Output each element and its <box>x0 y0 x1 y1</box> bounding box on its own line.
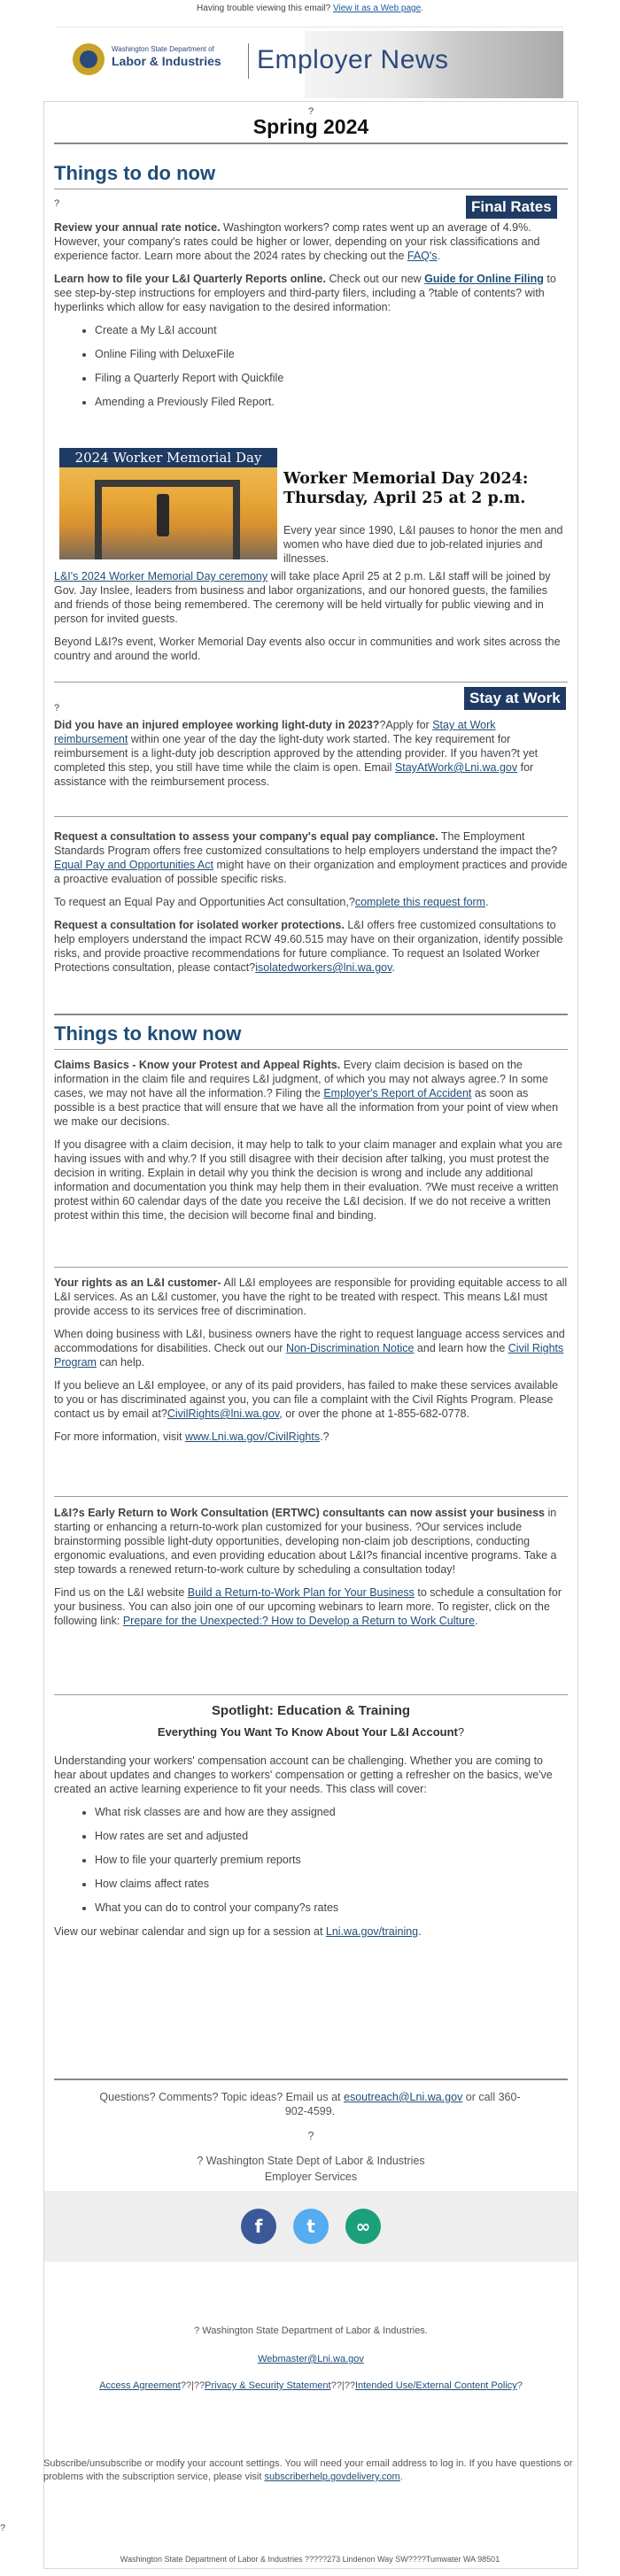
build-return-to-work-plan-link[interactable]: Build a Return-to-Work Plan for Your Business <box>187 1586 415 1599</box>
esoutreach-email-link[interactable]: esoutreach@Lni.wa.gov <box>344 2091 463 2103</box>
list-item: • How rates are set and adjusted <box>95 1829 568 1843</box>
spotlight-heading: Spotlight: Education & Training <box>211 1703 411 1718</box>
training-link[interactable]: Lni.wa.gov/training <box>325 1925 419 1938</box>
divider <box>54 1694 568 1695</box>
link-icon[interactable]: ∞ <box>345 2209 381 2244</box>
twitter-icon[interactable]: t <box>293 2209 329 2244</box>
divider <box>54 682 568 683</box>
subscriberhelp-link[interactable]: subscriberhelp.govdelivery.com <box>264 2472 400 2482</box>
footer-mark: ? <box>307 2130 314 2142</box>
todo-mark: ? <box>54 198 60 209</box>
policy-links: Access Agreement??|??Privacy & Security Statement??|??Intended Use/External Content Policy? <box>99 2380 523 2391</box>
guide-online-filing-link[interactable]: Guide for Online Filing <box>424 273 544 285</box>
worker-memorial-day-image <box>59 448 277 559</box>
equal-pay-section: Request a consultation to assess your company's equal pay compliance. The Employment Standards Program offers free customized consultations to help employers understand the impact the?Equal Pay and Opportunities Act might have on their organization and employment practices and provide a proactive evaluation of possible specific risks. To request an Equal Pay and Opportunities Act consultation,?complete this request form. Request a consultation for isolated worker protections. L&I offers free customized consultations to help employers understand the impact RCW 49.60.515 may have on their organization, identify possible risks, and provide proactive recommendations for future compliance. To request an Isolated Worker Protections consultation, please contact?isolatedworkers@lni.wa.gov. <box>54 830 568 974</box>
list-item: • How to file your quarterly premium reports <box>95 1853 568 1867</box>
annual-rate-notice: Review your annual rate notice. Washington workers? comp rates went up an average of 4.9%. However, your company's rates could be higher or lower, depending on your risk classifications and experience factor. Learn more about the 2024 rates by checking out the FAQ's. Learn how to file your L&I Quarterly Reports online. Check out our new Guide for Online Filing to see step-by-step instructions for employers and third-party filers, including a ?table of contents? with hyperlinks which allow for easy navigation to the desired information: • Create a My L&I account • Online Filing with DeluxeFile • Filing a Quarterly Report with Quickfile • Amending a Previously Filed Report. <box>54 220 568 419</box>
list-item: • What you can do to control your company?s rates <box>95 1901 568 1915</box>
footer-org: ? Washington State Dept of Labor & Industries <box>197 2155 425 2167</box>
divider <box>54 143 568 144</box>
banner-divider <box>248 43 249 79</box>
issue-season: Spring 2024 <box>252 115 369 138</box>
divider <box>54 1267 568 1268</box>
things-to-know-heading: Things to know now <box>54 1022 242 1045</box>
final-rates-badge: Final Rates <box>466 196 557 219</box>
list-item: • Filing a Quarterly Report with Quickfile <box>95 371 568 385</box>
prepare-for-unexpected-link[interactable]: Prepare for the Unexpected:? How to Develop a Return to Work Culture <box>122 1615 476 1627</box>
wmd-intro: Every year since 1990, L&I pauses to honor the men and women who have died due to job-related injuries and illnesses. <box>283 524 563 565</box>
wmd-title: Worker Memorial Day 2024: Thursday, April 25 at 2 p.m. <box>283 470 529 507</box>
isolatedworkers-email-link[interactable]: isolatedworkers@lni.wa.gov <box>255 961 392 974</box>
access-agreement-link[interactable]: Access Agreement <box>99 2380 181 2391</box>
copyright: ? Washington State Department of Labor & Industries. <box>194 2325 428 2336</box>
stay-at-work-badge: Stay at Work <box>464 687 566 710</box>
list-item: • Create a My L&I account <box>95 323 568 337</box>
contact-footer: Questions? Comments? Topic ideas? Email us at esoutreach@Lni.wa.gov or call 360-902-4599. <box>99 2091 521 2117</box>
claims-basics-section: Claims Basics - Know your Protest and Appeal Rights. Every claim decision is based on the information in the claim file and requires L&I judgment, of which you may not always agree.? In some cases, we may not have all the information.? Filing the Employer's Report of Accident as soon as possible is a best practice that will ensure that we have all the information from your point of view when we make our decisions. If you disagree with a claim decision, it may help to talk to your claim manager and explain what you are having issues with and why.? If you still disagree with their decision after talking, you must protest the decision in writing. Explain in detail why you think the decision is wrong and include any additional information and documentation you think may help them in their evaluation. ?We must receive a written protest within 60 calendar days of the date you receive the L&I decision. If we do not receive a written protest within this time, the decision will become final and binding. <box>54 1059 562 1222</box>
intended-use-link[interactable]: Intended Use/External Content Policy <box>354 2380 517 2391</box>
civil-rights-program-link[interactable]: Civil Rights Program <box>54 1342 564 1369</box>
stayatwork-email-link[interactable]: StayAtWork@Lni.wa.gov <box>394 761 518 774</box>
divider <box>54 1049 568 1050</box>
footer-org-sub: Employer Services <box>264 2171 358 2183</box>
ertwc-section: L&I?s Early Return to Work Consultation (ERTWC) consultants can now assist your business in starting or enhancing a return-to-work plan customized for your business. ?Our services include brainstorming possible light-duty opportunities, developing non-claim job descriptions, conducting ergonomic evaluations, and even providing education about L&I?s financial incentive programs. Take a step towards a renewed return-to-work culture by scheduling a consultation today! Find us on the L&I website Build a Return-to-Work Plan for Your Business to schedule a consultation for your business. You can also join one of our upcoming webinars to learn more. To register, click on the following link: Prepare for the Unexpected:? How to Develop a Return to Work Culture. <box>54 1507 562 1627</box>
filing-topics-list <box>54 323 568 409</box>
request-form-link[interactable]: complete this request form <box>354 896 486 908</box>
newsletter-title: Employer News <box>257 45 449 74</box>
class-topics-list <box>54 1805 568 1915</box>
list-item: • How claims affect rates <box>95 1877 568 1891</box>
list-item: • Amending a Previously Filed Report. <box>95 395 568 409</box>
memorial-bell-icon <box>157 494 169 536</box>
equal-pay-act-link[interactable]: Equal Pay and Opportunities Act <box>54 859 213 871</box>
header-banner <box>57 27 563 102</box>
spotlight-subheading: Everything You Want To Know About Your L&I Account? <box>157 1725 465 1739</box>
subscription-footer: Subscribe/unsubscribe or modify your account settings. You will need your email address to log in. If you have questions or problems with the subscription service, please visit subscriberhelp.govdelivery.com. <box>43 2458 573 2482</box>
spotlight-body: Understanding your workers' compensation account can be challenging. Whether you are coming to hear about updates and changes to workers' compensation or getting a refresher on the basics, we've created an active learning experience to fit your needs. This class will cover: • What risk classes are and how are they assigned • How rates are set and adjusted • How to file your quarterly premium reports • How claims affect rates • What you can do to control your company?s rates View our webinar calendar and sign up for a session at Lni.wa.gov/training. <box>54 1754 568 1947</box>
list-item: • Online Filing with DeluxeFile <box>95 347 568 361</box>
header-mark: ? <box>307 106 314 117</box>
employers-report-of-accident-link[interactable]: Employer's Report of Accident <box>323 1087 472 1099</box>
things-to-do-heading: Things to do now <box>54 162 216 184</box>
dept-logo-text: Washington State Department of Labor & Industries <box>112 45 221 68</box>
privacy-security-link[interactable]: Privacy & Security Statement <box>205 2380 331 2391</box>
newsletter-body <box>43 101 578 2569</box>
faqs-link[interactable]: FAQ's <box>407 250 438 262</box>
image-caption: 2024 Worker Memorial Day <box>59 448 277 467</box>
customer-rights-section: Your rights as an L&I customer- All L&I employees are responsible for providing equitable access to all L&I services. As an L&I customer, you have the right to be treated with respect. This means L&I must provide access to its services free of discrimination. When doing business with L&I, business owners have the right to request language access services and accommodations for disabilities. Check out our Non-Discrimination Notice and learn how the Civil Rights Program can help. If you believe an L&I employee, or any of its paid providers, has failed to make these services available to you or has discriminated against you, you can file a complaint with the Civil Rights Program. Please contact us by email at?CivilRights@lni.wa.gov, or over the phone at 1-855-682-0778. For more information, visit www.Lni.wa.gov/CivilRights.? <box>54 1276 568 1443</box>
mailing-address: Washington State Department of Labor & Industries ?????273 Lindenon Way SW????Tumwater WA 98501 <box>120 2555 500 2564</box>
divider <box>54 1496 568 1497</box>
state-seal-icon <box>73 43 105 75</box>
trouble-viewing-bar: Having trouble viewing this email? View it as a Web page. <box>197 4 423 13</box>
facebook-icon[interactable]: f <box>241 2209 276 2244</box>
wmd-ceremony-link[interactable]: L&I's 2024 Worker Memorial Day ceremony <box>54 570 268 582</box>
webmaster-email-link[interactable]: Webmaster@Lni.wa.gov <box>258 2354 364 2364</box>
divider <box>54 2079 568 2080</box>
stay-at-work-reimbursement-link[interactable]: Stay at Work reimbursement <box>54 719 496 745</box>
webmaster <box>54 2352 568 2366</box>
divider <box>54 1014 568 1015</box>
civilrights-website-link[interactable]: www.Lni.wa.gov/CivilRights <box>184 1431 321 1443</box>
non-discrimination-notice-link[interactable]: Non-Discrimination Notice <box>285 1342 415 1354</box>
list-item: • What risk classes are and how are they assigned <box>95 1805 568 1819</box>
stay-at-work-section: Did you have an injured employee working light-duty in 2023??Apply for Stay at Work reimbursement within one year of the day the light-duty work started. The key requirement for reimbursement is a light-duty job description approved by the attending provider. If you haven?t yet completed this step, you still have time while the claim is open. Email StayAtWork@Lni.wa.gov for assistance with the reimbursement process. <box>54 719 539 788</box>
divider <box>54 816 568 817</box>
view-as-web-page-link[interactable]: View it as a Web page <box>333 4 422 13</box>
wmd-details: L&I's 2024 Worker Memorial Day ceremony will take place April 25 at 2 p.m. L&I staff will be joined by Gov. Jay Inslee, leaders from business and labor organizations, and our honored guests, the families and friends of those being remembered. The ceremony will be held virtually for public viewing and in person for invited guests. Beyond L&I?s event, Worker Memorial Day events also occur in communities and work sites across the country and around the world. <box>54 570 561 662</box>
civilrights-email-link[interactable]: CivilRights@lni.wa.gov <box>167 1408 280 1420</box>
saw-mark: ? <box>54 703 60 713</box>
bottom-mark: ? <box>0 2523 6 2534</box>
